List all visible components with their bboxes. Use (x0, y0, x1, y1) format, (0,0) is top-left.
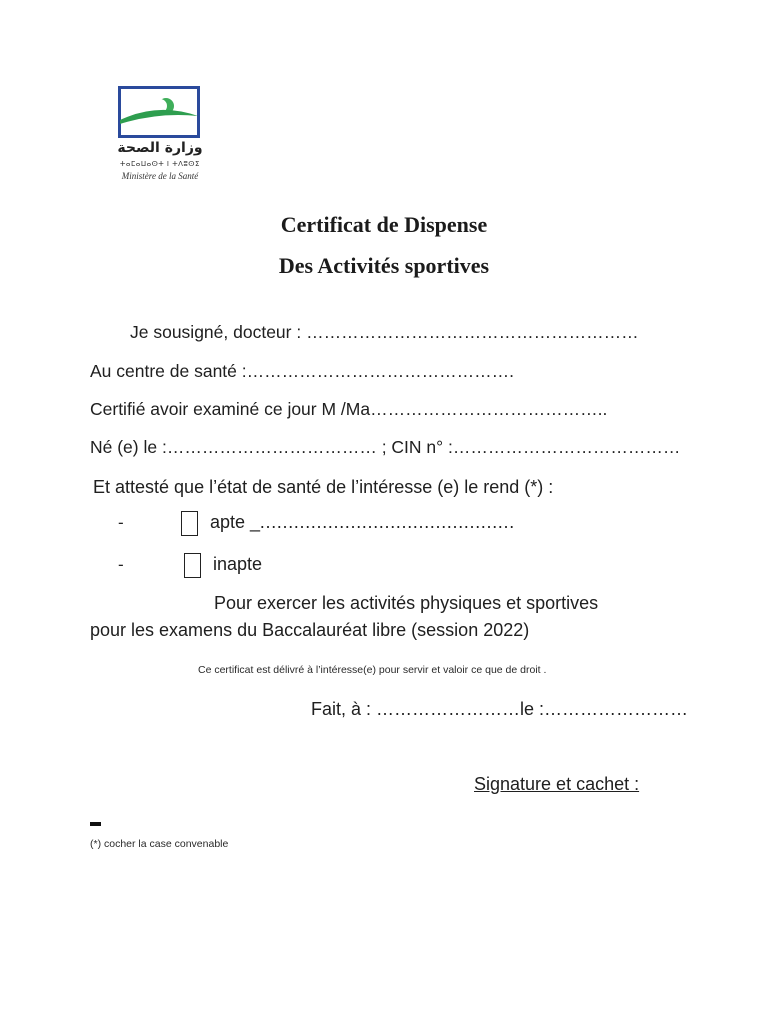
inapte-checkbox[interactable] (184, 553, 201, 578)
document-title: Certificat de Dispense (280, 212, 488, 237)
attestation-text: Et attesté que l’état de santé de l’intéresse (e) le rend (*) : (93, 477, 554, 497)
inapte-label: inapte (213, 554, 263, 574)
doctor-name-field[interactable]: Je sousigné, docteur : ………………………………………………… (130, 322, 639, 342)
logo-ministry-text: Ministère de la Santé (121, 171, 199, 181)
purpose-text-line2: pour les examens du Baccalauréat libre (session 2022) (90, 620, 530, 640)
option-bullet: - (118, 555, 124, 574)
purpose-text-line1: Pour exercer les activités physiques et sportives (214, 593, 599, 613)
birth-date-cin-field[interactable]: Né (e) le :……………………………… ; CIN n° :………………………………… (90, 437, 681, 457)
apte-checkbox[interactable] (181, 511, 198, 536)
place-date-field[interactable]: Fait, à : ……………………le :…………………… (311, 699, 689, 719)
certificate-note: Ce certificat est délivré à l’intéresse(e) pour servir et valoir ce que de droit . (198, 664, 547, 676)
apte-label: apte (210, 512, 246, 532)
document-subtitle: Des Activités sportives (278, 253, 490, 278)
footnote-separator (90, 822, 101, 826)
health-centre-field[interactable]: Au centre de santé :………………………………………. (90, 361, 514, 381)
apte-dotted-line: _……………………………………… (250, 512, 515, 532)
logo-emblem-icon (118, 86, 200, 138)
signature-label: Signature et cachet : (474, 774, 640, 794)
logo-tifinagh-text: ⵜⴰⵎⴰⵡⴰⵙⵜ ⵏ ⵜⴷⵓⵙⵉ (120, 160, 200, 168)
patient-name-field[interactable]: Certifié avoir examiné ce jour M /Ma………………………………….. (90, 399, 608, 419)
footnote-text: (*) cocher la case convenable (90, 838, 229, 850)
logo-arabic-text: وزارة الصحة (117, 140, 203, 156)
option-bullet: - (118, 513, 124, 532)
ministry-logo (108, 82, 212, 202)
